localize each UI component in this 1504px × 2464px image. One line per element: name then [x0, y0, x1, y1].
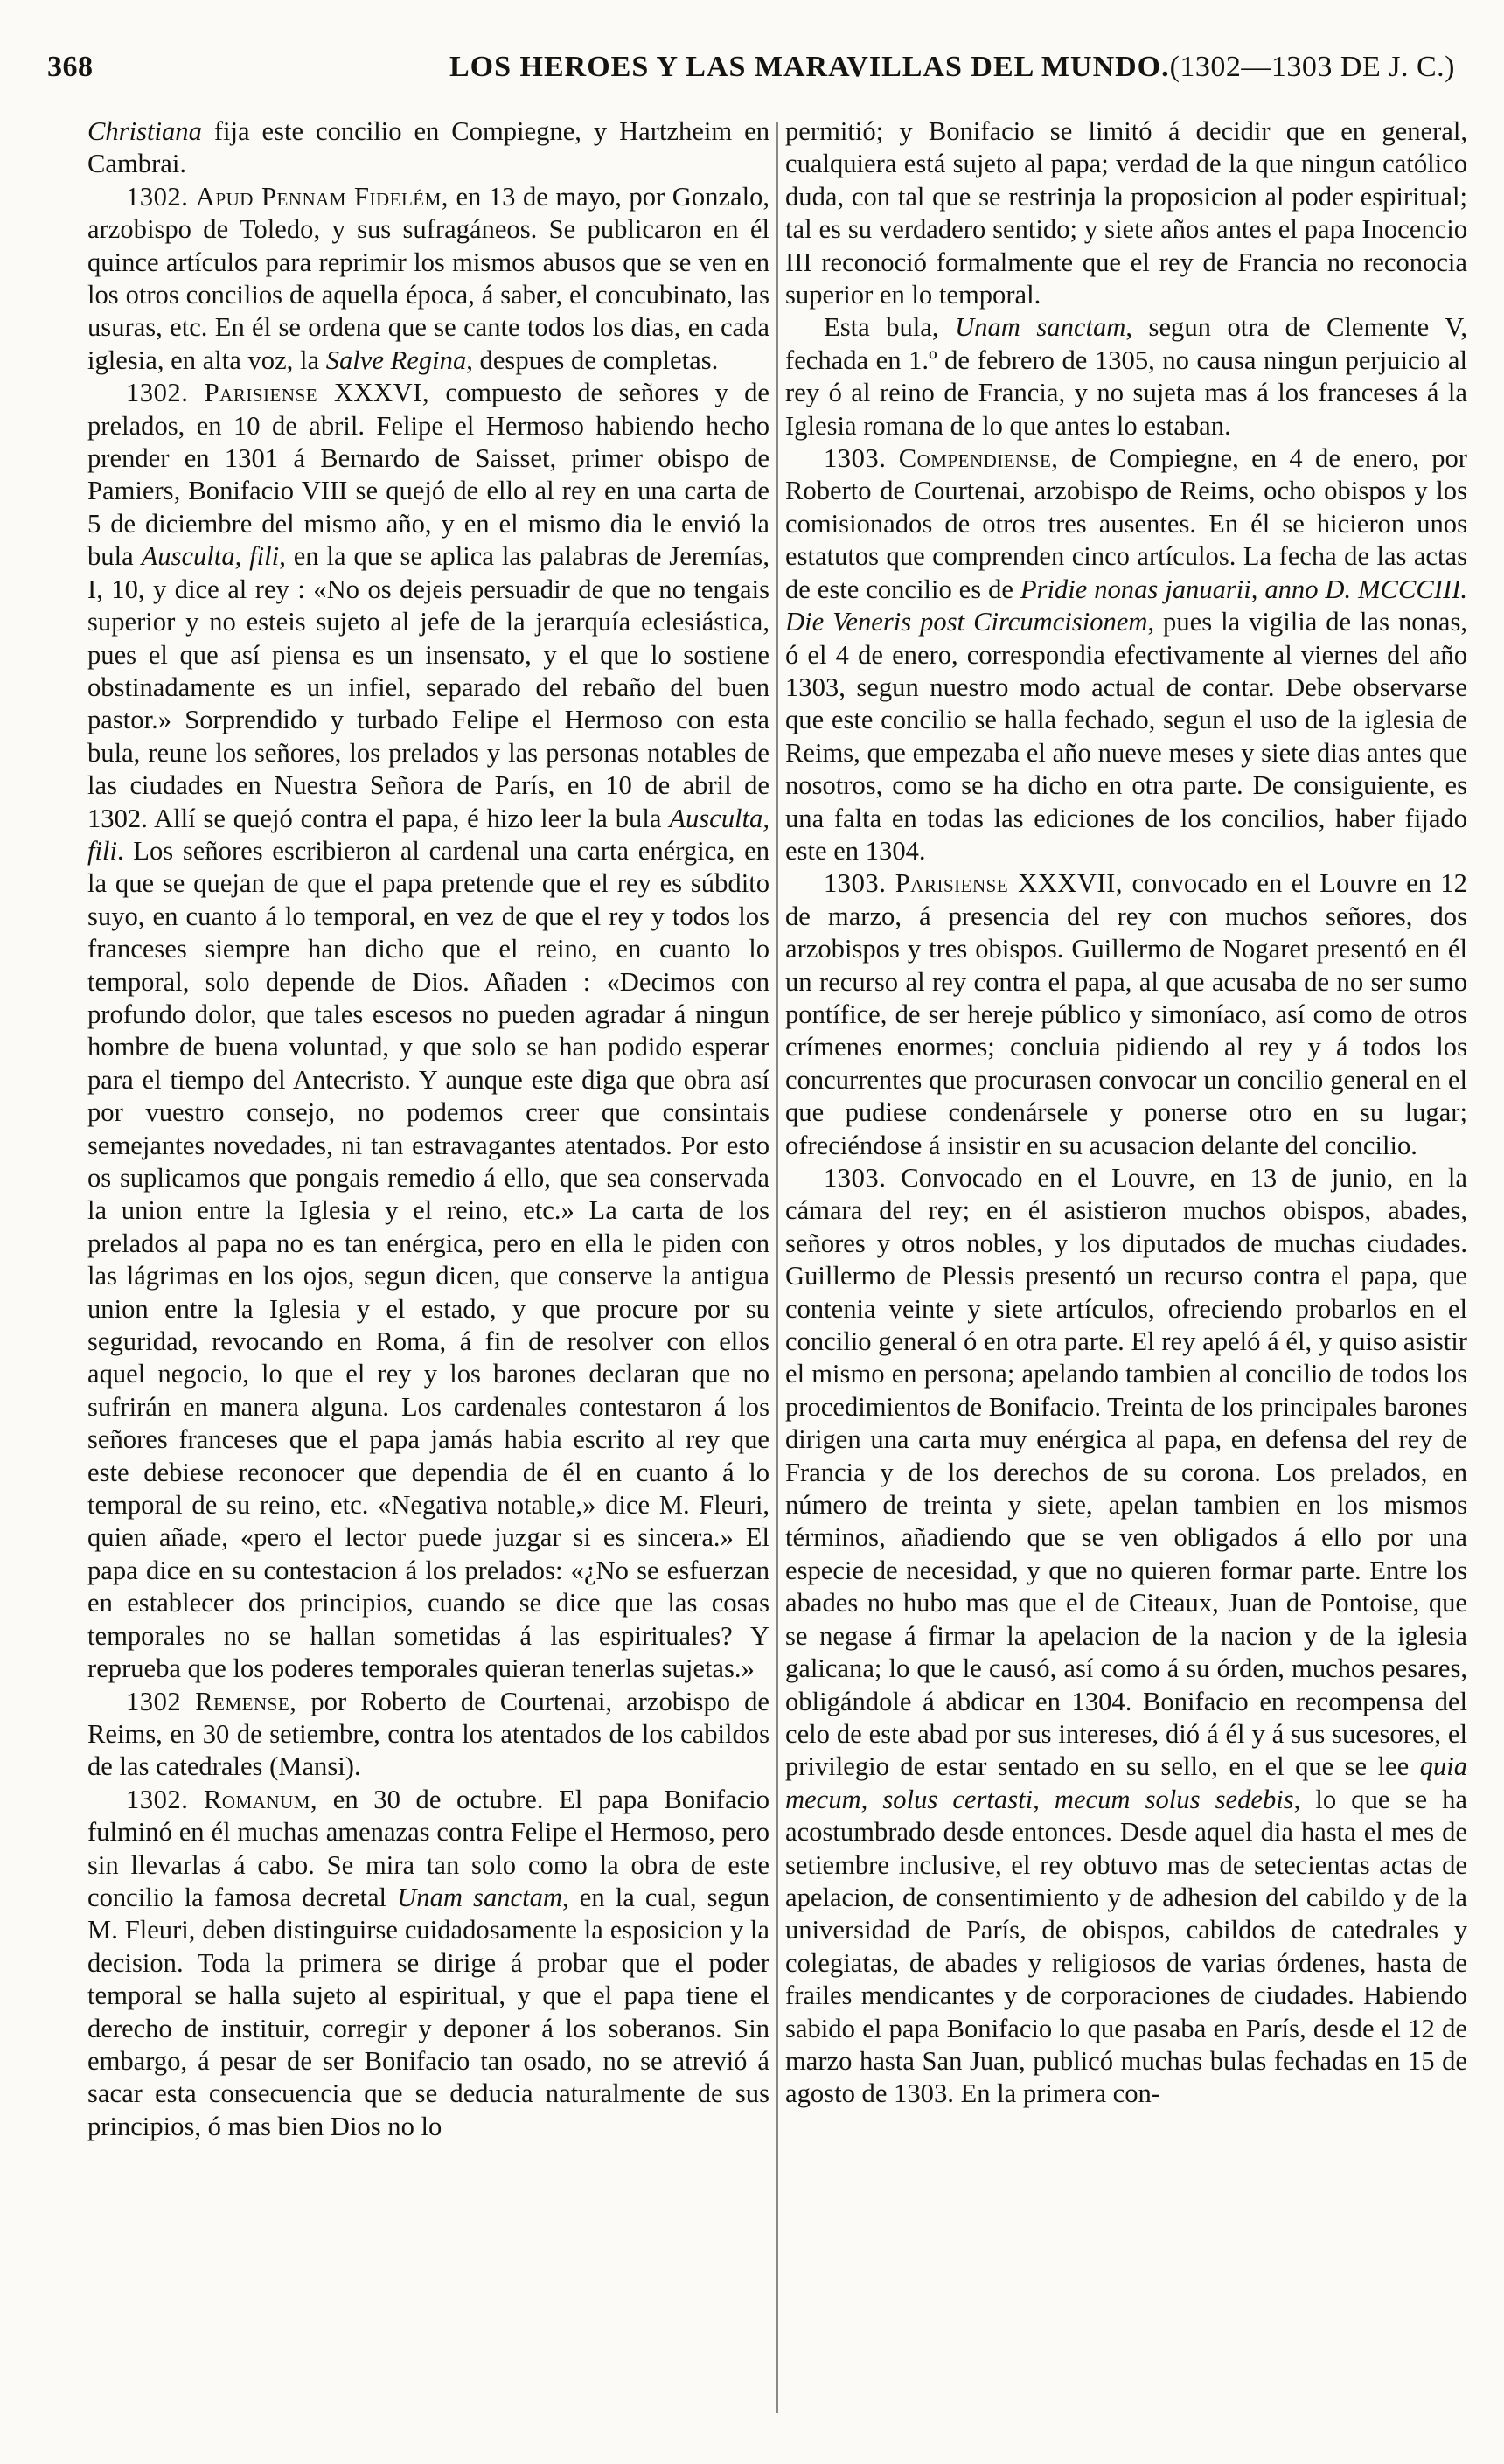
- paragraph: [785, 867, 1467, 1162]
- council-year: 1302.: [126, 181, 189, 212]
- italic-text: Ausculta, fili: [87, 803, 769, 866]
- paragraph-text: , lo que se ha acostumbrado desde entonces. Desde aquel dia hasta el mes de setiembre inclusive, el rey obtuvo mas de setecientas actas de apelacion, de consentimiento y de adhesion del cabildo y de la universidad de París, de obispos, cabildos de catedrales y colegiatas, de abades y religiosos de varias órdenes, hasta de frailes mendicantes y de corporaciones de ciudades. Habiendo sabido el papa Bonifacio lo que pasaba en París, desde el 12 de marzo hasta San Juan, publicó muchas bulas fechadas en 15 de agosto de 1303. En la primera con-: [785, 1784, 1467, 2109]
- council-year: 1303.: [824, 868, 887, 899]
- paragraph: [87, 181, 769, 377]
- paragraph: [87, 377, 769, 1685]
- paragraph: [785, 115, 1467, 311]
- paragraph-text: , en la cual, segun M. Fleuri, deben distinguirse cuidadosamente la esposicion y la decision. Toda la primera se dirige á probar que el poder temporal se halla sujeto al espiritual, y que el papa tiene el derecho de instituir, corregir y deponer á los soberanos. Sin embargo, á pesar de ser Bonifacio tan osado, no se atrevió á sacar esta consecuencia que se deducia naturalmente de sus principios, ó mas bien Dios no lo: [87, 1882, 769, 2141]
- council-year: 1303.: [824, 1163, 887, 1193]
- paragraph: [87, 1784, 769, 2143]
- italic-text: Salve Regina: [325, 345, 467, 375]
- council-name: Remense,: [195, 1686, 297, 1716]
- italic-text: Ausculta, fili: [141, 541, 280, 572]
- paragraph-text: compuesto de señores y de prelados, en 10 de abril. Felipe el Hermoso habiendo hecho prender en 1301 á Bernardo de Saisset, primer obispo de Pamiers, Bonifacio VIII se quejó de ello al rey en una carta de 5 de diciembre del mismo año, y en el mismo dia le envió la bula: [87, 378, 769, 572]
- council-year: 1302.: [126, 1784, 189, 1814]
- date-range: (1302—1303 DE J. C.): [1169, 51, 1455, 83]
- paragraph-text: de Compiegne, en 4 de enero, por Roberto de Courtenai, arzobispo de Reims, ocho obispos y los comisionados de otros tres ausentes. En él se hicieron unos estatutos que comprenden cinco artículos. La fecha de las actas de este concilio es de: [785, 443, 1467, 604]
- paragraph-text: , pues la vigilia de las nonas, ó el 4 de enero, correspondia efectivamente al viernes del año 1303, segun nuestro modo actual de contar. Debe observarse que este concilio se halla fechado, segun el uso de la iglesia de Reims, que empezaba el año nueve meses y siete dias antes que nosotros, como se ha dicho en otra parte. De consiguiente, es una falta en todas las ediciones de los concilios, haber fijado este en 1304.: [785, 607, 1467, 866]
- paragraph: [785, 1162, 1467, 2111]
- council-name: Romanum,: [204, 1784, 318, 1814]
- italic-text: Unam sanctam: [397, 1882, 563, 1912]
- column-divider: [776, 122, 778, 2413]
- paragraph-text: Convocado en el Louvre, en 13 de junio, en la cámara del rey; en él asistieron muchos obispos, abades, señores y otros nobles, y los diputados de muchas ciudades. Guillermo de Plessis presentó un recurso contra el papa, que contenia veinte y siete artículos, ofreciendo probarlos en el concilio general ó en otra parte. El rey apeló á él, y quiso asistir el mismo en persona; apelando tambien al concilio de todos los procedimientos de Bonifacio. Treinta de los principales barones dirigen una carta muy enérgica al papa, en defensa del rey de Francia y de los derechos de su corona. Los prelados, en número de treinta y siete, apelan tambien en los mismos términos, añadiendo que se ven obligados á ello por una especie de necesidad, y que no quieren formar parte. Entre los abades no hubo mas que el de Citeaux, Juan de Pontoise, que se negase á firmar la apelacion de la nacion y de la iglesia galicana; lo que le causó, así como á su órden, muchos pesares, obligándole á abdicar en 1304. Bonifacio en recompensa del celo de este abad por sus intereses, dió á él y á sus sucesores, el privilegio de estar sentado en su sello, en el que se lee: [785, 1163, 1467, 1782]
- italic-text: Unam sanctam: [955, 312, 1126, 343]
- running-title: LOS HEROES Y LAS MARAVILLAS DEL MUNDO.: [449, 51, 1170, 83]
- paragraph-text: convocado en el Louvre en 12 de marzo, á presencia del rey con muchos señores, dos arzobispos y tres obispos. Guillermo de Nogaret presentó en él un recurso al rey contra el papa, al que acusaba de no ser sumo pontífice, de ser hereje público y simoníaco, así como de otros crímenes enormes; concluia pidiendo al rey y á todos los concurrentes que procurasen convocar un concilio general en el que pudiese condenársele y ponerse otro en su lugar; ofreciéndose á insistir en su acusacion delante del concilio.: [785, 868, 1467, 1160]
- paragraph-text: en 30 de octubre. El papa Bonifacio fulminó en él muchas amenazas contra Felipe el Hermoso, pero sin llevarlas á cabo. Se mira tan solo como la obra de este concilio la famosa decretal: [87, 1784, 769, 1912]
- paragraph: [87, 1686, 769, 1784]
- council-year: 1303.: [824, 443, 887, 474]
- italic-text: Pridie nonas januarii, anno D. MCCCIII. Die Veneris post Circumcisionem: [785, 574, 1467, 637]
- paragraph-text: . Los señores escribieron al cardenal una carta enérgica, en la que se quejan de que el papa pretende que el rey es súbdito suyo, en cuanto á lo temporal, en vez de que el rey y todos los franceses siempre han dicho que el reino, en cuanto lo temporal, solo depende de Dios. Añaden : «Decimos con profundo dolor, que tales escesos no pueden agradar á ningun hombre de buena voluntad, y que solo se han podido esperar para el tiempo del Antecristo. Y aunque este diga que obra así por vuestro consejo, no podemos creer que consintais semejantes novedades, ni tan estravagantes atentados. Por esto os suplicamos que pongais remedio á ello, que sea conservada la union entre la Iglesia y el reino, etc.» La carta de los prelados al papa no es tan enérgica, pero en ella le piden con las lágrimas en los ojos, segun dicen, que conserve la antigua union entre la Iglesia y el estado, y que procure por su seguridad, revocando en Roma, á fin de resolver con ellos aquel negocio, lo que el rey y los barones declaran que no sufrirán en manera alguna. Los cardenales contestaron á los señores franceses que el papa jamás habia escrito al rey que este debiese reconocer que dependia de él en cuanto á lo temporal de su reino, etc. «Negativa notable,» dice M. Fleuri, quien añade, «pero el lector puede juzgar si es sincera.» El papa dice en su contestacion á los prelados: «¿No se esfuerzan en establecer dos principios, cuando se dice que las cosas temporales no se hallan sometidas á las espirituales? Y reprueba que los poderes temporales quieran tenerlas sujetas.»: [87, 835, 769, 1684]
- paragraph-text: , segun otra de Clemente V, fechada en 1.º de febrero de 1305, no causa ningun perjuicio al rey ó al reino de Francia, y no sujeta mas á los franceses á la Iglesia romana de lo que antes lo estaban.: [785, 312, 1467, 441]
- paragraph-text: , en la que se aplica las palabras de Jeremías, I, 10, y dice al rey : «No os dejeis persuadir de que no tengais superior y no esteis sujeto al jefe de la jerarquía eclesiástica, pues el que así piensa es un insensato, y el que lo sostiene obstinadamente es un infiel, separado del rebaño del buen pastor.» Sorprendido y turbado Felipe el Hermoso con esta bula, reune los señores, los prelados y las personas notables de las ciudades en Nuestra Señora de París, en 10 de abril de 1302. Allí se quejó contra el papa, é hizo leer la bula: [87, 541, 769, 833]
- page-header: [47, 31, 1455, 93]
- paragraph-text: permitió; y Bonifacio se limitó á decidir que en general, cualquiera está sujeto al papa; verdad de la que ningun católico duda, con tal que se restrinja la proposicion al poder espiritual; tal es su verdadero sentido; y siete años antes el papa Inocencio III reconoció formalmente que el rey de Francia no reconocia superior en lo temporal.: [785, 116, 1467, 310]
- council-year: 1302: [126, 1686, 182, 1716]
- italic-text: quia mecum, solus certasti, mecum solus sedebis: [785, 1751, 1467, 1814]
- paragraph: [785, 442, 1467, 867]
- council-name: Compendiense,: [898, 443, 1059, 474]
- page-number: 368: [47, 51, 94, 83]
- italic-text: Christiana: [87, 116, 202, 146]
- paragraph-text: Esta bula,: [824, 312, 956, 343]
- paragraph-text: fija este concilio en Compiegne, y Hartzheim en Cambrai.: [87, 116, 769, 179]
- paragraph: [785, 311, 1467, 442]
- left-column: [87, 115, 769, 2424]
- right-column: [785, 115, 1467, 2424]
- paragraph-text: , despues de completas.: [466, 345, 719, 375]
- paragraph-text: en 13 de mayo, por Gonzalo, arzobispo de Toledo, y sus sufragáneos. Se publicaron en él quince artículos para reprimir los mismos abusos que se ven en los otros concilios de aquella época, á saber, el concubinato, las usuras, etc. En él se ordena que se cante todos los dias, en cada iglesia, en alta voz, la: [87, 181, 769, 375]
- paragraph: [87, 115, 769, 181]
- council-year: 1302.: [126, 378, 189, 408]
- paragraph-text: por Roberto de Courtenai, arzobispo de Reims, en 30 de setiembre, contra los atentados de los cabildos de las catedrales (Mansi).: [87, 1686, 769, 1782]
- council-name: Parisiense XXXVII,: [895, 868, 1123, 899]
- council-name: Parisiense XXXVI,: [204, 378, 430, 408]
- council-name: Apud Pennam Fidelém,: [195, 181, 449, 212]
